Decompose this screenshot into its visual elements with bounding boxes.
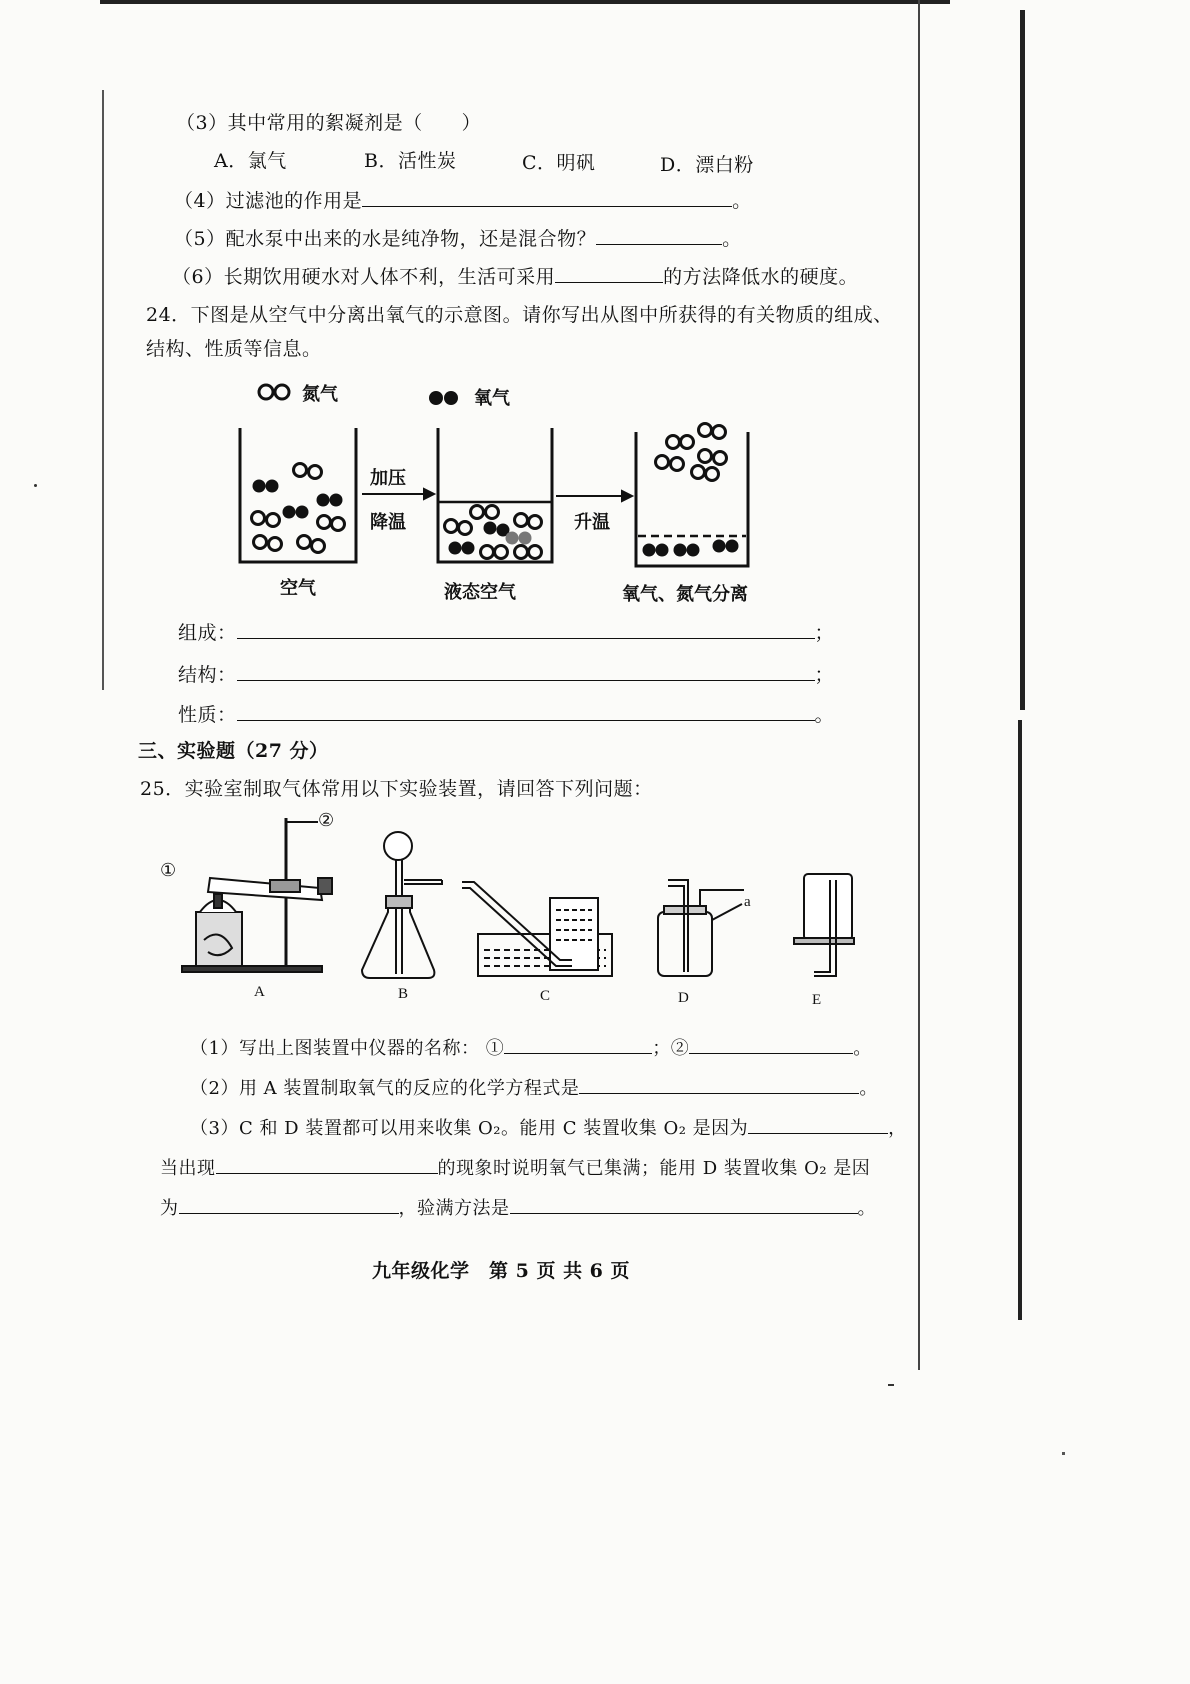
apparatus-b: [362, 832, 442, 978]
q24-prompt-line2: 结构、性质等信息。: [146, 338, 322, 360]
q25-sub1-period: 。: [853, 1038, 872, 1059]
scan-speck: [34, 484, 37, 487]
q24-property-label: 性质：: [178, 704, 237, 726]
apparatus-label-d: D: [678, 990, 689, 1006]
apparatus-d: [658, 880, 744, 976]
arrow-label-heat: 升温: [574, 512, 610, 533]
arrow-label-cool: 降温: [370, 512, 406, 533]
q25-sub2-blank[interactable]: [579, 1075, 859, 1094]
apparatus-label-a: A: [254, 984, 265, 1000]
q23-option-b: B．活性炭: [364, 150, 457, 172]
apparatus-label-b: B: [398, 986, 409, 1002]
beaker-label-separated: 氧气、氮气分离: [622, 584, 748, 605]
page-footer: 九年级化学 第 5 页 共 6 页: [372, 1260, 631, 1282]
q25-sub2: [190, 1074, 878, 1100]
q24-composition-end: ；: [814, 622, 835, 644]
q24-property-end: 。: [814, 704, 835, 726]
marker-a-label: a: [744, 894, 751, 910]
q24-structure-label: 结构：: [178, 664, 237, 686]
apparatus-e: [794, 874, 854, 976]
legend-oxygen-label: 氧气: [474, 388, 510, 409]
q25-sub2-period: 。: [859, 1078, 878, 1099]
q25-sub1-text: （1）写出上图装置中仪器的名称：: [190, 1038, 480, 1059]
q25-sub1-sep: ；: [652, 1038, 671, 1059]
q25-sub2-text: （2）用 A 装置制取氧气的反应的化学方程式是: [190, 1078, 580, 1099]
q23-sub6-post: 的方法降低水的硬度。: [663, 266, 859, 288]
q25-sub1-blank2[interactable]: [689, 1035, 853, 1054]
legend-nitrogen-label: 氮气: [302, 384, 338, 405]
marker-1-label: ①: [160, 860, 177, 880]
scan-speck: [1062, 1452, 1065, 1455]
q25-sub3-line3: [160, 1194, 876, 1220]
section-3-title: 三、实验题（27 分）: [138, 740, 329, 762]
q23-sub4-text: （4）过滤池的作用是: [174, 190, 363, 212]
q25-sub3-line2-post: 的现象时说明氧气已集满；能用 D 装置收集 O₂ 是因: [437, 1158, 871, 1179]
scan-speck: [888, 1384, 894, 1386]
apparatus-label-c: C: [540, 988, 551, 1004]
q25-sub3-blank3[interactable]: [179, 1195, 399, 1214]
q25-sub1-blank1[interactable]: [504, 1035, 652, 1054]
q25-sub1-marker1: ①: [485, 1038, 505, 1059]
q24-composition-label: 组成：: [178, 622, 237, 644]
q23-sub5-text: （5）配水泵中出来的水是纯净物，还是混合物？: [174, 228, 597, 250]
q23-sub4-period: 。: [732, 190, 752, 212]
q24-prompt-line1: 24．下图是从空气中分离出氧气的示意图。请你写出从图中所获得的有关物质的组成、: [146, 304, 893, 326]
q24-structure-end: ；: [814, 664, 835, 686]
q23-sub5-period: 。: [722, 228, 742, 250]
q25-sub3-text: （3）C 和 D 装置都可以用来收集 O₂。能用 C 装置收集 O₂ 是因为: [190, 1118, 749, 1139]
marker-2-label: ②: [318, 810, 335, 830]
apparatus-label-e: E: [812, 992, 822, 1008]
q25-sub1: [190, 1034, 872, 1060]
q25-sub3-line1: [190, 1114, 907, 1140]
q25-sub3-line2: [160, 1154, 870, 1180]
beaker-label-air: 空气: [280, 578, 316, 599]
q23-sub6-pre: （6）长期饮用硬水对人体不利，生活可采用: [172, 266, 556, 288]
q25-sub3-period: 。: [857, 1198, 876, 1219]
q23-option-a: A．氯气: [214, 150, 287, 172]
q25-sub3-line3-pre: 为: [160, 1198, 179, 1219]
q25-sub3-comma: ，: [888, 1118, 907, 1139]
q23-option-d: D．漂白粉: [660, 154, 754, 176]
q25-intro: 25．实验室制取气体常用以下实验装置，请回答下列问题：: [140, 778, 653, 800]
q25-sub3-blank4[interactable]: [510, 1195, 858, 1214]
apparatus-a: [182, 818, 332, 972]
q25-sub3-blank1[interactable]: [748, 1115, 888, 1134]
q25-sub3-line3-mid: ，验满方法是: [398, 1198, 510, 1219]
q25-sub3-line2-pre: 当出现: [160, 1158, 216, 1179]
q23-option-c: C．明矾: [522, 152, 596, 174]
arrow-label-pressurize: 加压: [370, 468, 406, 489]
q25-sub3-blank2[interactable]: [216, 1155, 438, 1174]
q23-sub3: （3）其中常用的絮凝剂是（ ）: [176, 112, 482, 134]
apparatus-c: [462, 882, 612, 976]
beaker-label-liquid-air: 液态空气: [444, 582, 516, 603]
q25-sub1-marker2: ②: [670, 1038, 690, 1059]
